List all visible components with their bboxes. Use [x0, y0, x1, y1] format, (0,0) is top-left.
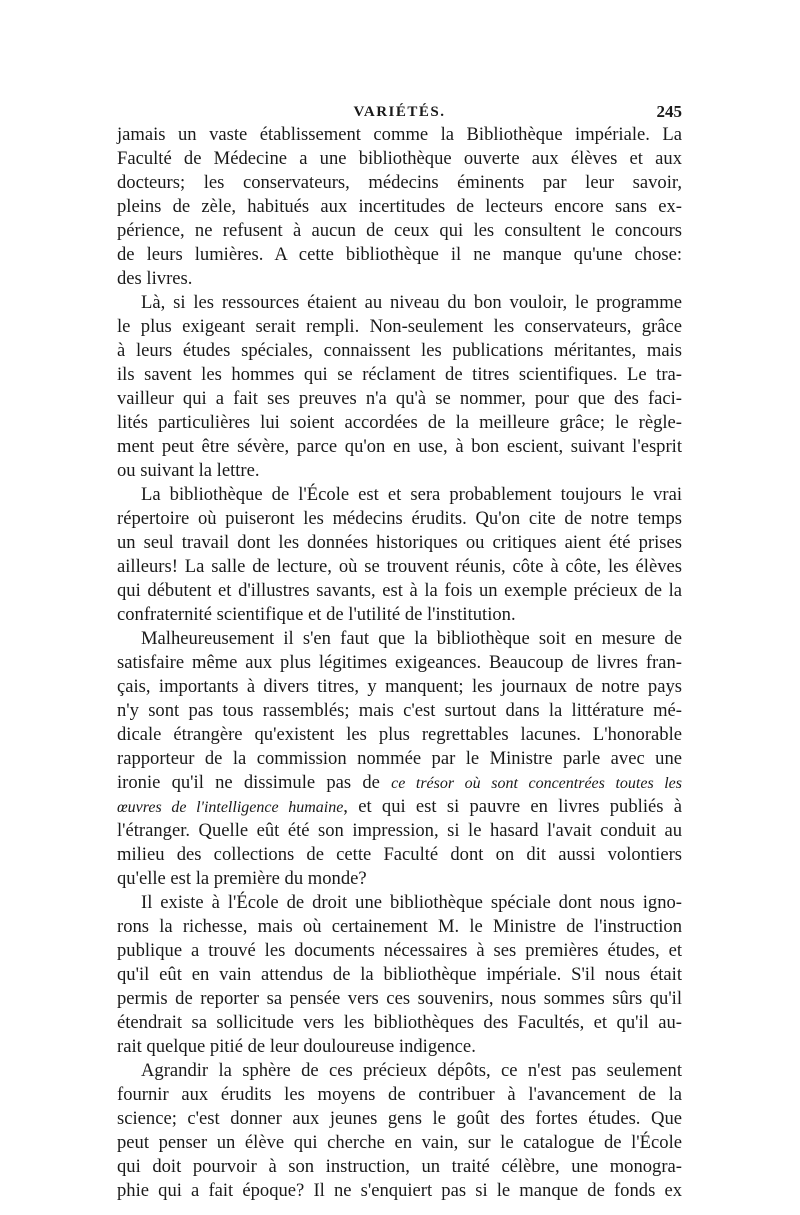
text-line: des livres.: [117, 268, 193, 289]
text-line: périence, ne refusent à aucun de ceux qui les consultent le concours: [117, 220, 682, 241]
text-line: Agrandir la sphère de ces précieux dépôts, ce n'est pas seulement: [141, 1060, 682, 1081]
italic-quote: ce trésor où sont concentrées toutes les: [391, 775, 683, 792]
text-line: milieu des collections de cette Faculté dont on dit aussi volontiers: [117, 844, 682, 865]
text-line: ment peut être sévère, parce qu'on en use, à bon escient, suivant l'esprit: [117, 436, 682, 457]
text-line: rons la richesse, mais où certainement M. le Ministre de l'instruction: [117, 916, 682, 937]
paragraph: [117, 291, 682, 483]
text-line: rait quelque pitié de leur douloureuse indigence.: [117, 1036, 476, 1057]
text-line: de leurs lumières. A cette bibliothèque il ne manque qu'une chose:: [117, 244, 682, 265]
text-line: Là, si les ressources étaient au niveau du bon vouloir, le programme: [141, 292, 682, 313]
text-line: ou suivant la lettre.: [117, 460, 260, 481]
text-line: peut penser un élève qui cherche en vain, sur le catalogue de l'École: [117, 1132, 682, 1153]
text-line: n'y sont pas tous rassemblés; mais c'est surtout dans la littérature mé-: [117, 700, 682, 721]
text-line: pleins de zèle, habitués aux incertitudes de lecteurs encore sans ex-: [117, 196, 682, 217]
text-line: phie qui a fait époque? Il ne s'enquiert pas si le manque de fonds ex: [117, 1180, 682, 1201]
paragraph: [117, 891, 682, 1059]
paragraph: [117, 483, 682, 627]
text-line: ailleurs! La salle de lecture, où se trouvent réunis, côte à côte, les élèves: [117, 556, 682, 577]
text-line: étendrait sa sollicitude vers les bibliothèques des Facultés, et qu'il au-: [117, 1012, 682, 1033]
running-head: [117, 100, 682, 124]
text-line: œuvres de l'intelligence humaine, et qui est si pauvre en livres publiés à: [117, 796, 682, 817]
text-line: Il existe à l'École de droit une bibliothèque spéciale dont nous igno-: [141, 892, 682, 913]
text-line: jamais un vaste établissement comme la Bibliothèque impériale. La: [117, 124, 682, 145]
paragraph: [117, 1059, 682, 1203]
text-line: qui débutent et d'illustres savants, est à la fois un exemple précieux de la: [117, 580, 682, 601]
text-line: ils savent les hommes qui se réclament de titres scientifiques. Le tra-: [117, 364, 682, 385]
text-line: qui doit pourvoir à son instruction, un traité célèbre, une monogra-: [117, 1156, 682, 1177]
text-line: ironie qu'il ne dissimule pas de ce trésor où sont concentrées toutes les: [117, 772, 683, 793]
text-line: Malheureusement il s'en faut que la bibliothèque soit en mesure de: [141, 628, 682, 649]
text-line: fournir aux érudits les moyens de contribuer à l'avancement de la: [117, 1084, 682, 1105]
text-line: qu'il eût en vain attendus de la bibliothèque impériale. S'il nous était: [117, 964, 682, 985]
text-line: qu'elle est la première du monde?: [117, 868, 367, 889]
italic-quote: œuvres de l'intelligence humaine: [117, 799, 344, 816]
text-line: le plus exigeant serait rempli. Non-seulement les conservateurs, grâce: [117, 316, 682, 337]
text-line: La bibliothèque de l'École est et sera probablement toujours le vrai: [141, 484, 682, 505]
text-line: docteurs; les conservateurs, médecins éminents par leur savoir,: [117, 172, 682, 193]
text-line: science; c'est donner aux jeunes gens le goût des fortes études. Que: [117, 1108, 682, 1129]
paragraph: [117, 627, 682, 891]
text-line: l'étranger. Quelle eût été son impression, si le hasard l'avait conduit au: [117, 820, 682, 841]
text-line: lités particulières lui soient accordées de la meilleure grâce; le règle-: [117, 412, 682, 433]
text-line: permis de reporter sa pensée vers ces souvenirs, nous sommes sûrs qu'il: [117, 988, 682, 1009]
text-line: répertoire où puiseront les médecins érudits. Qu'on cite de notre temps: [117, 508, 682, 529]
text-line: confraternité scientifique et de l'utilité de l'institution.: [117, 604, 516, 625]
body-text: [117, 123, 682, 1203]
text-line: Faculté de Médecine a une bibliothèque ouverte aux élèves et aux: [117, 148, 682, 169]
text-line: à leurs études spéciales, connaissent les publications méritantes, mais: [117, 340, 682, 361]
text-line: vailleur qui a fait ses preuves n'a qu'à se nommer, pour que des faci-: [117, 388, 682, 409]
text-line: publique a trouvé les documents nécessaires à ses premières études, et: [117, 940, 682, 961]
text-line: dicale étrangère qu'existent les plus regrettables lacunes. L'honorable: [117, 724, 682, 745]
paragraph: [117, 123, 682, 291]
text-line: rapporteur de la commission nommée par le Ministre parle avec une: [117, 748, 682, 769]
running-title: VARIÉTÉS.: [353, 104, 446, 120]
text-line: çais, importants à divers titres, y manquent; les journaux de notre pays: [117, 676, 682, 697]
text-line: satisfaire même aux plus légitimes exigeances. Beaucoup de livres fran-: [117, 652, 682, 673]
text-line: un seul travail dont les données historiques ou critiques aient été prises: [117, 532, 682, 553]
page-number: 245: [656, 102, 682, 121]
